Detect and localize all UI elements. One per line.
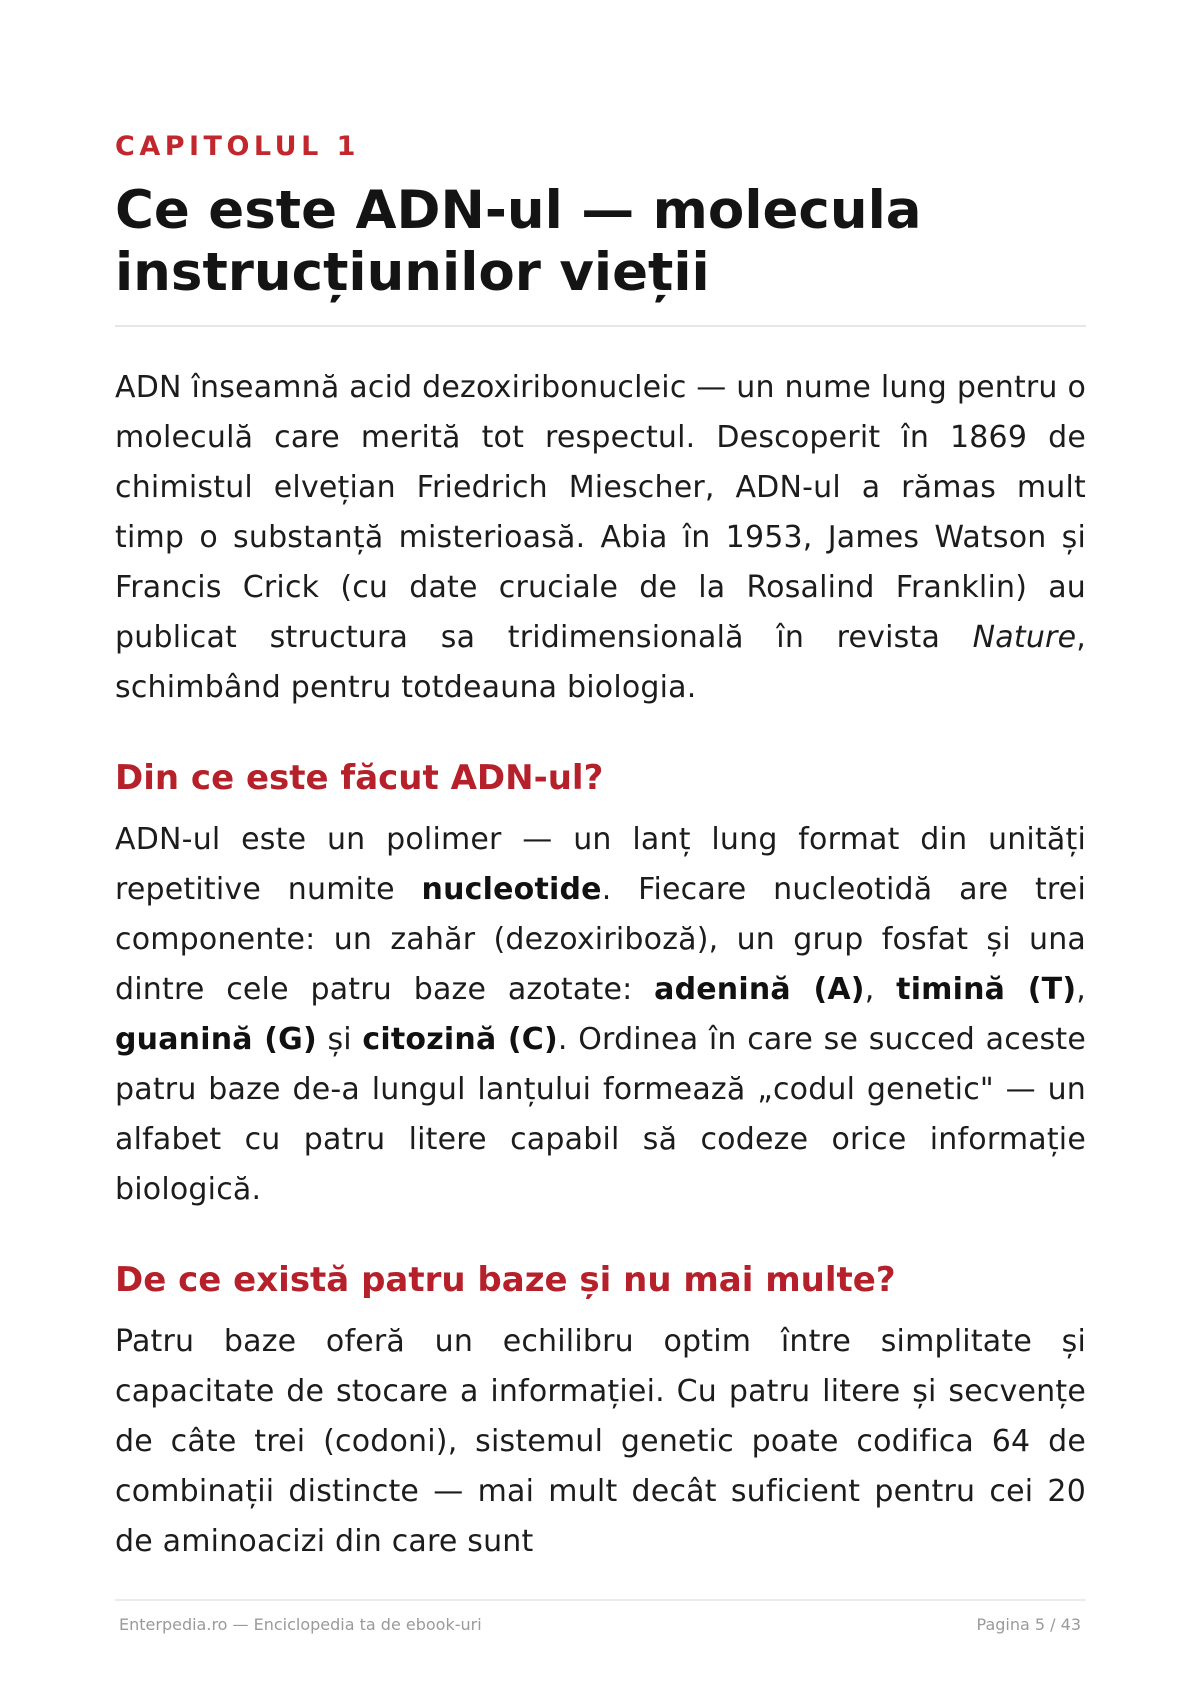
- title-divider: [115, 325, 1086, 327]
- footer-site-name: Enterpedia.ro — Enciclopedia ta de ebook-uri: [119, 1615, 482, 1634]
- composition-text-2: . Fiecare nucleotidă are trei componente: un zahăr (dezoxiriboză), un grup fosfat și una dintre cele patru baze azotate:: [115, 872, 1086, 1007]
- document-page: [115, 0, 1086, 1683]
- separator-comma-1: ,: [864, 972, 897, 1007]
- composition-text-3: . Ordinea în care se succed aceste patru baze de-a lungul lanțului formează „codul genetic" — un alfabet cu patru litere capabil să codeze orice informație biologică.: [115, 1022, 1086, 1207]
- separator-and: și: [316, 1022, 363, 1057]
- chapter-title-line-2: instrucțiunilor vieții: [115, 242, 710, 303]
- chapter-title: [115, 180, 1086, 304]
- journal-name: Nature: [972, 620, 1077, 655]
- chapter-label: CAPITOLUL 1: [115, 131, 360, 162]
- intro-text-2: , schimbând pentru totdeauna biologia.: [115, 620, 1086, 705]
- section-heading-four-bases: De ce există patru baze și nu mai multe?: [115, 1260, 896, 1300]
- footer-page-number: Pagina 5 / 43: [976, 1615, 1081, 1634]
- separator-comma-2: ,: [1076, 972, 1086, 1007]
- term-guanine: guanină (G): [115, 1022, 317, 1057]
- composition-text-1: ADN-ul este un polimer — un lanț lung format din unități repetitive numite: [115, 822, 1086, 907]
- section-heading-composition: Din ce este făcut ADN-ul?: [115, 758, 604, 798]
- chapter-title-line-1: Ce este ADN-ul — molecula: [115, 180, 922, 241]
- chapter-body: [115, 363, 1086, 1578]
- composition-paragraph: [115, 815, 1086, 1215]
- four-bases-paragraph: Patru baze oferă un echilibru optim între simplitate și capacitate de stocare a informației. Cu patru litere și secvențe de câte trei (codoni), sistemul genetic poate codifica 64 de combinații distincte — mai mult decât suficient pentru cei 20 de aminoacizi din care sunt: [115, 1324, 1086, 1559]
- term-adenine: adenină (A): [654, 972, 865, 1007]
- intro-paragraph: [115, 363, 1086, 713]
- intro-text-1: ADN înseamnă acid dezoxiribonucleic — un nume lung pentru o moleculă care merită tot respectul. Descoperit în 1869 de chimistul elvețian Friedrich Miescher, ADN-ul a rămas mult timp o substanță misterioasă. Abia în 1953, James Watson și Francis Crick (cu date cruciale de la Rosalind Franklin) au publicat structura sa tridimensională în revista: [115, 370, 1086, 655]
- term-nucleotide: nucleotide: [421, 872, 602, 907]
- term-cytosine: citozină (C): [362, 1022, 558, 1057]
- term-thymine: timină (T): [896, 972, 1077, 1007]
- footer-divider: [115, 1599, 1086, 1601]
